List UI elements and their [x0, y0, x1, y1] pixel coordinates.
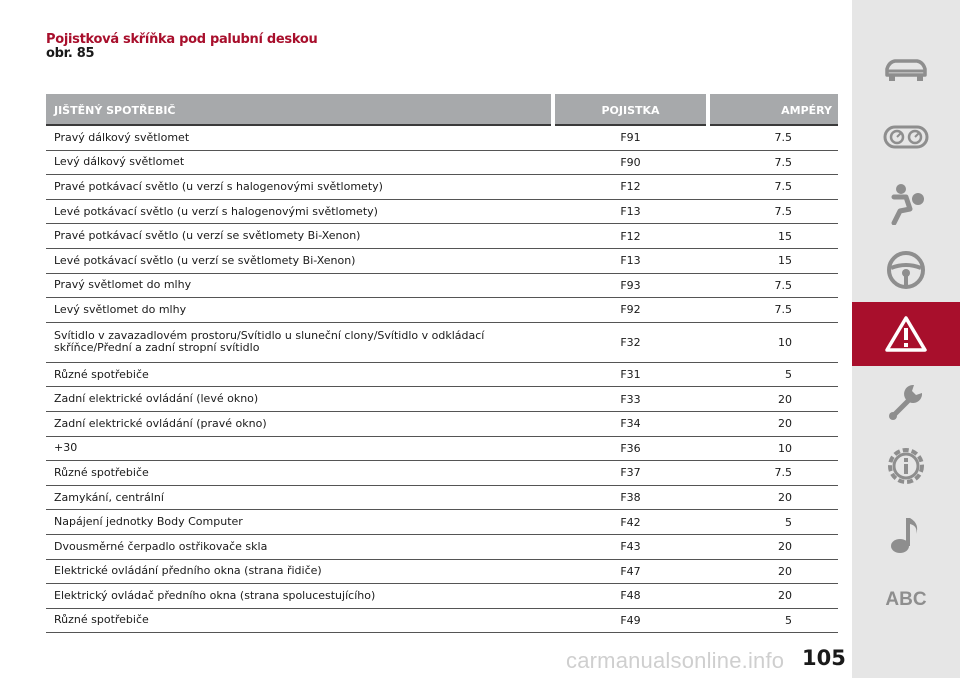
cell-amperes: 15 — [778, 254, 792, 268]
dashboard-gauges-icon — [882, 122, 930, 152]
table-body — [46, 126, 838, 633]
cell-fuse: F91 — [620, 131, 641, 145]
consumer-text: Dvousměrné čerpadlo ostřikovače skla — [54, 539, 268, 553]
cell-amperes: 20 — [778, 564, 792, 578]
table-row — [46, 175, 838, 200]
cell-consumer — [46, 467, 551, 479]
cell-amperes: 5 — [785, 368, 792, 382]
cell-amperes: 7.5 — [774, 466, 792, 480]
column-header-amperes: AMPÉRY — [710, 94, 838, 126]
consumer-text: Levé potkávací světlo (u verzí se světlomety Bi-Xenon) — [54, 253, 356, 267]
cell-consumer — [46, 442, 551, 454]
cell-fuse: F48 — [620, 589, 641, 603]
cell-amperes: 20 — [778, 417, 792, 431]
table-row — [46, 323, 838, 363]
steering-wheel-icon — [885, 249, 927, 291]
table-row — [46, 249, 838, 274]
cell-amperes: 20 — [778, 589, 792, 603]
consumer-text: Různé spotřebiče — [54, 465, 149, 479]
cell-amperes: 7.5 — [774, 303, 792, 317]
cell-consumer — [46, 492, 551, 504]
cell-fuse: F36 — [620, 441, 641, 455]
cell-consumer — [46, 516, 551, 528]
cell-consumer — [46, 181, 551, 193]
consumer-text: Levý světlomet do mlhy — [54, 302, 187, 316]
table-row — [46, 412, 838, 437]
cell-amperes: 20 — [778, 392, 792, 406]
cell-fuse: F33 — [620, 392, 641, 406]
cell-consumer — [46, 418, 551, 430]
consumer-text: +30 — [54, 441, 78, 455]
cell-fuse: F12 — [620, 180, 641, 194]
table-row — [46, 535, 838, 560]
sidebar-item-index[interactable] — [852, 580, 960, 620]
column-header-fuse: POJISTKA — [555, 94, 706, 126]
consumer-text: Zadní elektrické ovládání (levé okno) — [54, 392, 259, 406]
cell-amperes: 7.5 — [774, 278, 792, 292]
chapter-sidebar — [852, 0, 960, 678]
cell-amperes: 7.5 — [774, 205, 792, 219]
cell-fuse: F92 — [620, 303, 641, 317]
cell-fuse: F49 — [620, 613, 641, 627]
table-row — [46, 560, 838, 585]
consumer-text-line2: skříňce/Přední a zadní stropní svítidlo — [54, 341, 260, 355]
consumer-text: Pravý světlomet do mlhy — [54, 278, 192, 292]
sidebar-item-driving[interactable] — [852, 244, 960, 296]
cell-consumer — [46, 279, 551, 291]
sidebar-item-safety[interactable] — [852, 176, 960, 230]
table-row — [46, 486, 838, 511]
cell-consumer — [46, 304, 551, 316]
cell-fuse: F13 — [620, 205, 641, 219]
page-number: 105 — [802, 646, 846, 670]
sidebar-item-emergency[interactable] — [852, 302, 960, 366]
consumer-text: Pravý dálkový světlomet — [54, 130, 190, 144]
table-row — [46, 126, 838, 151]
table-row — [46, 363, 838, 388]
cell-fuse: F42 — [620, 515, 641, 529]
table-row — [46, 298, 838, 323]
sidebar-item-maintenance[interactable] — [852, 376, 960, 426]
cell-consumer — [46, 330, 551, 354]
cell-amperes: 10 — [778, 335, 792, 349]
table-row — [46, 584, 838, 609]
table-row — [46, 437, 838, 462]
cell-consumer — [46, 156, 551, 168]
cell-consumer — [46, 132, 551, 144]
sidebar-item-instruments[interactable] — [852, 112, 960, 162]
cell-consumer — [46, 614, 551, 626]
cell-consumer — [46, 590, 551, 602]
sidebar-item-technical-data[interactable] — [852, 440, 960, 492]
consumer-text: Elektrický ovládač předního okna (strana spolucestujícího) — [54, 588, 376, 602]
table-row — [46, 609, 838, 634]
cell-amperes: 5 — [785, 515, 792, 529]
consumer-text: Napájení jednotky Body Computer — [54, 515, 243, 529]
column-header-consumer: JIŠTĚNÝ SPOTŘEBIČ — [46, 94, 551, 126]
cell-fuse: F34 — [620, 417, 641, 431]
table-row — [46, 200, 838, 225]
cell-amperes: 15 — [778, 229, 792, 243]
cell-fuse: F32 — [620, 335, 641, 349]
cell-consumer — [46, 206, 551, 218]
cell-consumer — [46, 541, 551, 553]
wrench-icon — [884, 379, 928, 423]
consumer-text: Různé spotřebiče — [54, 613, 149, 627]
cell-amperes: 5 — [785, 613, 792, 627]
cell-consumer — [46, 230, 551, 242]
consumer-text: Zamykání, centrální — [54, 490, 164, 504]
cell-fuse: F31 — [620, 368, 641, 382]
cell-fuse: F12 — [620, 229, 641, 243]
cell-amperes: 20 — [778, 540, 792, 554]
consumer-text: Levé potkávací světlo (u verzí s halogenovými světlomety) — [54, 204, 378, 218]
table-header — [46, 94, 838, 126]
cell-consumer — [46, 565, 551, 577]
cell-fuse: F13 — [620, 254, 641, 268]
cell-fuse: F38 — [620, 491, 641, 505]
consumer-text: Zadní elektrické ovládání (pravé okno) — [54, 416, 267, 430]
cell-consumer — [46, 255, 551, 267]
consumer-text: Elektrické ovládání předního okna (strana řidiče) — [54, 564, 322, 578]
consumer-text: Svítidlo v zavazadlovém prostoru/Svítidlo u sluneční clony/Svítidlo v odkládací — [54, 329, 485, 343]
fuse-table — [46, 94, 838, 633]
consumer-text: Různé spotřebiče — [54, 367, 149, 381]
figure-reference: obr. 85 — [46, 46, 95, 61]
sidebar-item-car[interactable] — [852, 44, 960, 96]
watermark: carmanualsonline.info — [566, 648, 785, 673]
cell-consumer — [46, 393, 551, 405]
consumer-text: Pravé potkávací světlo (u verzí s halogenovými světlomety) — [54, 179, 383, 193]
cell-amperes: 20 — [778, 491, 792, 505]
cell-consumer — [46, 369, 551, 381]
cell-fuse: F47 — [620, 564, 641, 578]
sidebar-item-multimedia[interactable] — [852, 508, 960, 560]
table-row — [46, 461, 838, 486]
info-gear-icon — [884, 444, 928, 488]
cell-fuse: F93 — [620, 278, 641, 292]
music-note-icon — [886, 512, 926, 556]
consumer-text: Levý dálkový světlomet — [54, 155, 185, 169]
table-row — [46, 274, 838, 299]
car-icon — [883, 55, 929, 85]
consumer-text: Pravé potkávací světlo (u verzí se světlomety Bi-Xenon) — [54, 229, 361, 243]
cell-fuse: F37 — [620, 466, 641, 480]
abc-index-icon: ABC — [885, 589, 927, 610]
cell-amperes: 7.5 — [774, 155, 792, 169]
cell-amperes: 7.5 — [774, 131, 792, 145]
cell-amperes: 10 — [778, 441, 792, 455]
table-row — [46, 387, 838, 412]
cell-amperes: 7.5 — [774, 180, 792, 194]
cell-fuse: F43 — [620, 540, 641, 554]
table-row — [46, 224, 838, 249]
cell-fuse: F90 — [620, 155, 641, 169]
table-row — [46, 510, 838, 535]
page-title: Pojistková skříňka pod palubní deskou — [46, 32, 318, 47]
seat-airbag-icon — [884, 181, 928, 225]
warning-triangle-icon — [884, 314, 928, 354]
table-row — [46, 151, 838, 176]
